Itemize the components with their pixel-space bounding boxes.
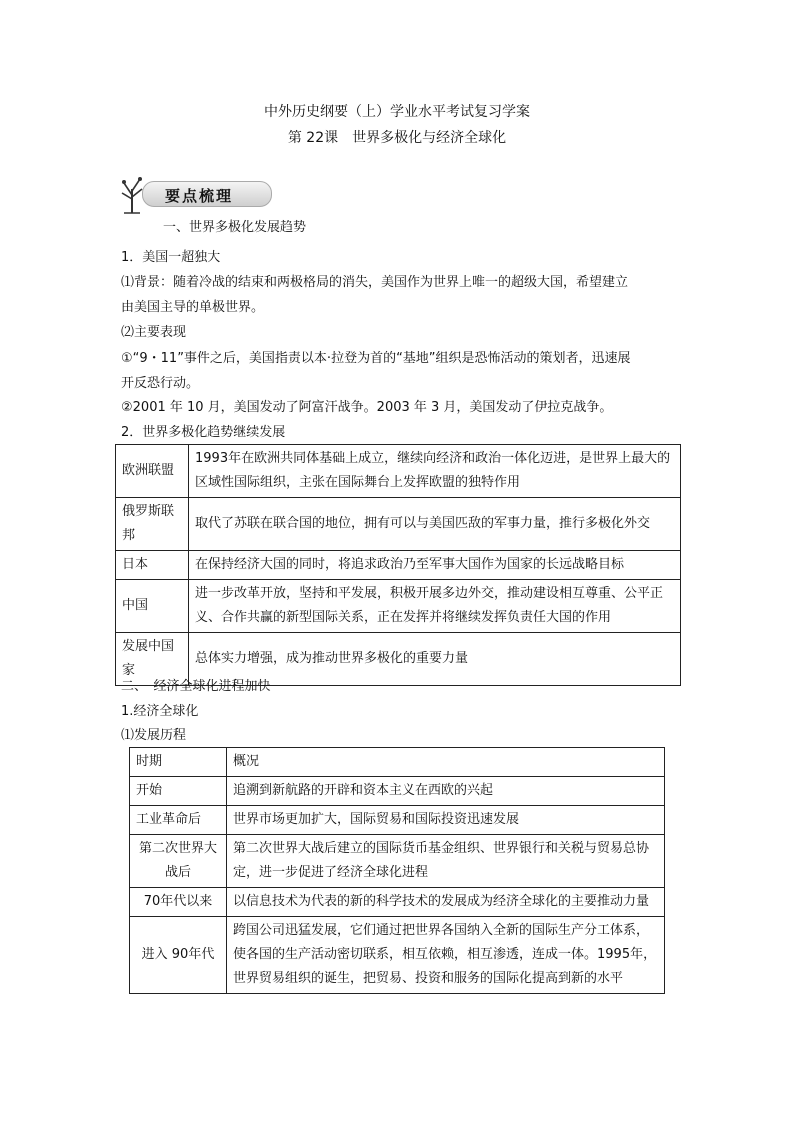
table-row — [116, 445, 681, 498]
overview-cell: 以信息技术为代表的新的科学技术的发展成为经济全球化的主要推动力量 — [227, 888, 665, 917]
power-name: 中国 — [116, 580, 189, 633]
globalization-table — [129, 747, 665, 994]
background-line-2: 由美国主导的单极世界。 — [121, 300, 265, 315]
point2: ②2001 年 10 月，美国发动了阿富汗战争。2003 年 3 月，美国发动了伊拉克战争。 — [121, 400, 613, 415]
table-row — [116, 498, 681, 551]
banner-label: 要点梳理 — [165, 187, 234, 205]
table-row — [130, 888, 665, 917]
overview-cell: 追溯到新航路的开辟和资本主义在西欧的兴起 — [227, 777, 665, 806]
power-name: 发展中国家 — [116, 633, 189, 686]
item-globalization: 1.经济全球化 — [121, 704, 199, 719]
column-header-overview: 概况 — [227, 748, 665, 777]
table-row — [116, 551, 681, 580]
overview-cell: 跨国公司迅猛发展，它们通过把世界各国纳入全新的国际生产分工体系，使各国的生产活动密切联系，相互依赖，相互渗透，连成一体。1995年，世界贸易组织的诞生，把贸易、投资和服务的国际化提高到新的水平 — [227, 917, 665, 994]
point1-line-2: 开反恐行动。 — [121, 376, 200, 391]
banner-pill — [142, 181, 272, 207]
period-cell: 70年代以来 — [130, 888, 227, 917]
overview-cell: 第二次世界大战后建立的国际货币基金组织、世界银行和关税与贸易总协定，进一步促进了经济全球化进程 — [227, 835, 665, 888]
overview-cell: 世界市场更加扩大，国际贸易和国际投资迅速发展 — [227, 806, 665, 835]
table-row — [116, 580, 681, 633]
development-heading: ⑴发展历程 — [121, 728, 187, 743]
table-row — [130, 777, 665, 806]
power-description: 在保持经济大国的同时，将追求政治乃至军事大国作为国家的长远战略目标 — [189, 551, 681, 580]
power-description: 1993年在欧洲共同体基础上成立，继续向经济和政治一体化迈进，是世界上最大的区域性国际组织，主张在国际舞台上发挥欧盟的独特作用 — [189, 445, 681, 498]
power-name: 俄罗斯联邦 — [116, 498, 189, 551]
power-description: 取代了苏联在联合国的地位，拥有可以与美国匹敌的军事力量，推行多极化外交 — [189, 498, 681, 551]
multipolar-table — [115, 444, 681, 686]
lesson-title: 第 22课 世界多极化与经济全球化 — [287, 130, 507, 146]
main-performance-heading: ⑵主要表现 — [121, 325, 187, 340]
section1-heading: 一、世界多极化发展趋势 — [163, 220, 307, 235]
item-multipolar: 2．世界多极化趋势继续发展 — [121, 425, 286, 440]
power-name: 日本 — [116, 551, 189, 580]
table-row — [130, 835, 665, 888]
power-description: 进一步改革开放，坚持和平发展，积极开展多边外交，推动建设相互尊重、公平正义、合作共赢的新型国际关系，正在发挥并将继续发挥负责任大国的作用 — [189, 580, 681, 633]
table-header-row — [130, 748, 665, 777]
document-title: 中外历史纲要（上）学业水平考试复习学案 — [264, 104, 530, 120]
period-cell: 第二次世界大战后 — [130, 835, 227, 888]
table-row — [130, 806, 665, 835]
point1-line-1: ①“9・11”事件之后，美国指责以本·拉登为首的“基地”组织是恐怖活动的策划者，迅速展 — [121, 351, 631, 366]
power-name: 欧洲联盟 — [116, 445, 189, 498]
section2-heading: 二、 经济全球化进程加快 — [121, 679, 271, 694]
item-us-hegemony: 1．美国一超独大 — [121, 250, 221, 265]
power-description: 总体实力增强，成为推动世界多极化的重要力量 — [189, 633, 681, 686]
column-header-period: 时期 — [130, 748, 227, 777]
background-line-1: ⑴背景：随着冷战的结束和两极格局的消失，美国作为世界上唯一的超级大国，希望建立 — [121, 275, 629, 290]
table-row — [130, 917, 665, 994]
period-cell: 开始 — [130, 777, 227, 806]
section-banner — [118, 175, 278, 215]
period-cell: 工业革命后 — [130, 806, 227, 835]
period-cell: 进入 90年代 — [130, 917, 227, 994]
